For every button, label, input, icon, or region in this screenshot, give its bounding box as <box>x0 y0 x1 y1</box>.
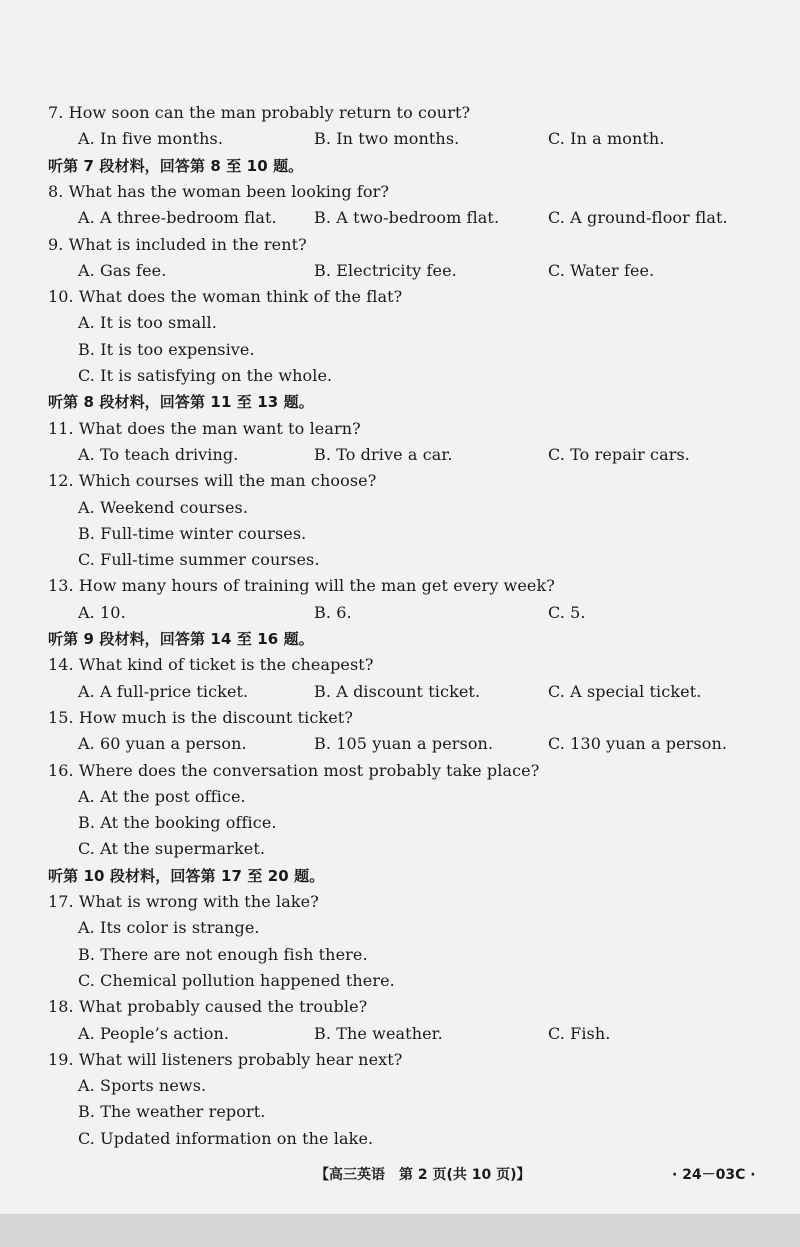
answer-option-a: A. A full-price ticket. <box>78 681 249 701</box>
answer-option-b: B. 105 yuan a person. <box>314 734 494 754</box>
answer-option-a: A. 60 yuan a person. <box>78 734 247 754</box>
answer-option-c: C. A ground-floor flat. <box>548 208 728 228</box>
answer-option-a: A. Gas fee. <box>78 260 167 280</box>
answer-option: B. It is too expensive. <box>78 339 255 359</box>
answer-option-b: B. Electricity fee. <box>314 260 457 280</box>
question-stem: 17. What is wrong with the lake? <box>48 892 319 911</box>
section-heading: 听第 10 段材料，回答第 17 至 20 题。 <box>48 866 325 885</box>
answer-option-b: B. To drive a car. <box>314 444 453 464</box>
answer-option: C. Full-time summer courses. <box>78 550 320 570</box>
answer-option: C. Updated information on the lake. <box>78 1128 374 1148</box>
question-stem: 11. What does the man want to learn? <box>48 418 361 438</box>
answer-option-c: C. 5. <box>548 602 586 622</box>
answer-option-b: B. The weather. <box>314 1023 443 1043</box>
answer-option: A. Sports news. <box>78 1076 207 1096</box>
answer-option: A. Weekend courses. <box>78 497 249 517</box>
answer-option-c: C. A special ticket. <box>548 681 702 701</box>
answer-option-c: C. In a month. <box>548 129 665 149</box>
answer-option: B. At the booking office. <box>78 813 277 833</box>
question-stem: 8. What has the woman been looking for? <box>48 181 390 201</box>
answer-option-c: C. 130 yuan a person. <box>548 734 728 754</box>
question-stem: 10. What does the woman think of the flat? <box>48 287 403 307</box>
answer-option-b: B. 6. <box>314 602 352 622</box>
answer-option: A. It is too small. <box>78 313 217 333</box>
answer-option: A. Its color is strange. <box>78 918 260 938</box>
question-stem: 13. How many hours of training will the man get every week? <box>48 576 555 596</box>
answer-option-c: C. To repair cars. <box>548 444 690 464</box>
question-stem: 9. What is included in the rent? <box>48 234 307 254</box>
answer-option: B. Full-time winter courses. <box>78 523 307 543</box>
question-stem: 16. Where does the conversation most probably take place? <box>48 760 540 780</box>
answer-option-a: A. 10. <box>78 602 126 622</box>
section-heading: 听第 7 段材料，回答第 8 至 10 题。 <box>48 156 304 175</box>
answer-option-a: A. People’s action. <box>78 1023 230 1043</box>
answer-option: A. At the post office. <box>78 786 246 806</box>
question-stem: 19. What will listeners probably hear next? <box>48 1049 403 1069</box>
page-bottom-edge <box>0 1214 800 1247</box>
answer-option: C. At the supermarket. <box>78 839 266 859</box>
answer-option: B. There are not enough fish there. <box>78 944 368 964</box>
answer-option-a: A. To teach driving. <box>78 444 239 464</box>
section-heading: 听第 8 段材料，回答第 11 至 13 题。 <box>48 393 314 412</box>
question-stem: 7. How soon can the man probably return to court? <box>48 103 471 122</box>
paper-code: · 24－03C · <box>672 1167 756 1183</box>
answer-option-c: C. Fish. <box>548 1023 611 1043</box>
question-stem: 18. What probably caused the trouble? <box>48 997 368 1017</box>
answer-option: C. Chemical pollution happened there. <box>78 970 395 990</box>
answer-option: B. The weather report. <box>78 1102 266 1122</box>
page-footer: 【高三英语 第 2 页(共 10 页)】 <box>315 1167 531 1183</box>
answer-option: C. It is satisfying on the whole. <box>78 366 333 385</box>
question-stem: 15. How much is the discount ticket? <box>48 707 353 727</box>
answer-option-a: A. A three-bedroom flat. <box>78 208 277 228</box>
section-heading: 听第 9 段材料，回答第 14 至 16 题。 <box>48 630 314 648</box>
answer-option-a: A. In five months. <box>78 129 224 149</box>
answer-option-b: B. In two months. <box>314 129 460 149</box>
question-stem: 12. Which courses will the man choose? <box>48 471 377 491</box>
answer-option-b: B. A discount ticket. <box>314 681 481 701</box>
answer-option-b: B. A two-bedroom flat. <box>314 208 500 228</box>
question-stem: 14. What kind of ticket is the cheapest? <box>48 655 374 675</box>
answer-option-c: C. Water fee. <box>548 260 655 280</box>
